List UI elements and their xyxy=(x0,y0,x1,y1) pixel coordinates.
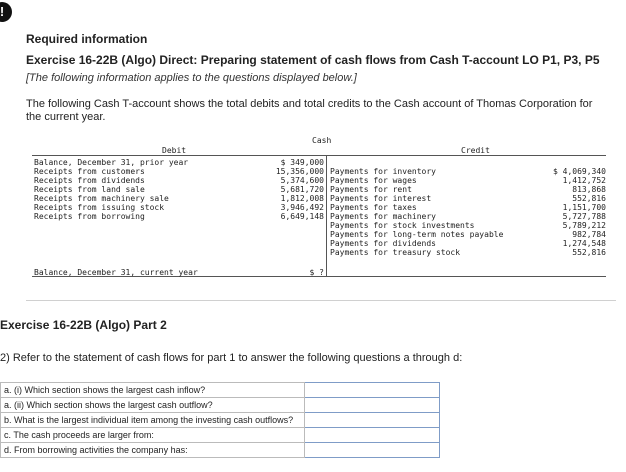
debit-row-amount: $ 349,000 xyxy=(280,158,324,167)
credit-row-amount: 552,816 xyxy=(572,194,606,203)
ending-balance-amount: $ ? xyxy=(309,268,324,277)
part-instruction: 2) Refer to the statement of cash flows for part 1 to answer the following questions a through d: xyxy=(0,352,463,364)
question-row xyxy=(1,413,440,428)
question-text: c. The cash proceeds are larger from: xyxy=(1,428,305,443)
alert-icon: ! xyxy=(0,2,12,22)
credit-row-label: Payments for taxes xyxy=(330,203,417,212)
credit-row-amount: 1,274,548 xyxy=(562,239,606,248)
credit-row-amount: 813,868 xyxy=(572,185,606,194)
answer-cell[interactable] xyxy=(305,398,440,413)
question-row xyxy=(1,443,440,458)
credit-row-amount: 552,816 xyxy=(572,248,606,257)
t-account-title: Cash xyxy=(312,136,332,145)
debit-row-label: Receipts from dividends xyxy=(34,176,145,185)
question-row xyxy=(1,428,440,443)
debit-row-amount: 6,649,148 xyxy=(280,212,324,221)
cash-t-account xyxy=(30,136,608,284)
credit-row-label: Payments for stock investments xyxy=(330,221,475,230)
debit-row-label: Receipts from borrowing xyxy=(34,212,145,221)
answer-cell[interactable] xyxy=(305,383,440,398)
t-account-top-line xyxy=(32,155,606,156)
credit-row-amount: 5,789,212 xyxy=(562,221,606,230)
applies-note: [The following information applies to the questions displayed below.] xyxy=(26,72,357,84)
debit-row-label: Receipts from machinery sale xyxy=(34,194,169,203)
credit-row-label: Payments for rent xyxy=(330,185,412,194)
question-text: a. (ii) Which section shows the largest cash outflow? xyxy=(1,398,305,413)
debit-row-label: Receipts from land sale xyxy=(34,185,145,194)
credit-row-label: Payments for dividends xyxy=(330,239,436,248)
questions-table xyxy=(0,382,440,458)
ending-balance-label: Balance, December 31, current year xyxy=(34,268,198,277)
credit-row-label: Payments for interest xyxy=(330,194,432,203)
answer-cell[interactable] xyxy=(305,413,440,428)
exercise-title: Exercise 16-22B (Algo) Direct: Preparing statement of cash flows from Cash T-account LO P1, P3, P5 xyxy=(26,53,600,67)
question-row xyxy=(1,383,440,398)
debit-row-amount: 15,356,000 xyxy=(275,167,324,176)
debit-row-amount: 5,374,600 xyxy=(280,176,324,185)
required-info-heading: Required information xyxy=(26,32,148,46)
credit-row-label: Payments for treasury stock xyxy=(330,248,461,257)
debit-header: Debit xyxy=(162,146,187,155)
debit-row-amount: 5,681,720 xyxy=(280,185,324,194)
credit-row-amount: 982,784 xyxy=(572,230,606,239)
credit-row-label: Payments for long-term notes payable xyxy=(330,230,504,239)
credit-row-amount: $ 4,069,340 xyxy=(553,167,606,176)
question-text: d. From borrowing activities the company has: xyxy=(1,443,305,458)
intro-text: The following Cash T-account shows the total debits and total credits to the Cash account of Thomas Corporation for the current year. xyxy=(26,98,593,123)
debit-row-amount: 3,946,492 xyxy=(280,203,324,212)
debit-row-label: Balance, December 31, prior year xyxy=(34,158,189,167)
debit-row-label: Receipts from customers xyxy=(34,167,145,176)
credit-row-label: Payments for inventory xyxy=(330,167,436,176)
credit-header: Credit xyxy=(461,146,490,155)
credit-row-label: Payments for wages xyxy=(330,176,417,185)
debit-row-label: Receipts from issuing stock xyxy=(34,203,165,212)
question-text: a. (i) Which section shows the largest cash inflow? xyxy=(1,383,305,398)
part-title: Exercise 16-22B (Algo) Part 2 xyxy=(0,318,167,332)
t-account-center-line xyxy=(326,155,327,276)
answer-cell[interactable] xyxy=(305,443,440,458)
section-divider xyxy=(26,300,616,301)
debit-row-amount: 1,812,008 xyxy=(280,194,324,203)
credit-row-amount: 5,727,788 xyxy=(562,212,606,221)
answer-cell[interactable] xyxy=(305,428,440,443)
credit-row-amount: 1,412,752 xyxy=(562,176,606,185)
credit-row-amount: 1,151,700 xyxy=(562,203,606,212)
question-text: b. What is the largest individual item among the investing cash outflows? xyxy=(1,413,305,428)
credit-row-label: Payments for machinery xyxy=(330,212,436,221)
question-row xyxy=(1,398,440,413)
